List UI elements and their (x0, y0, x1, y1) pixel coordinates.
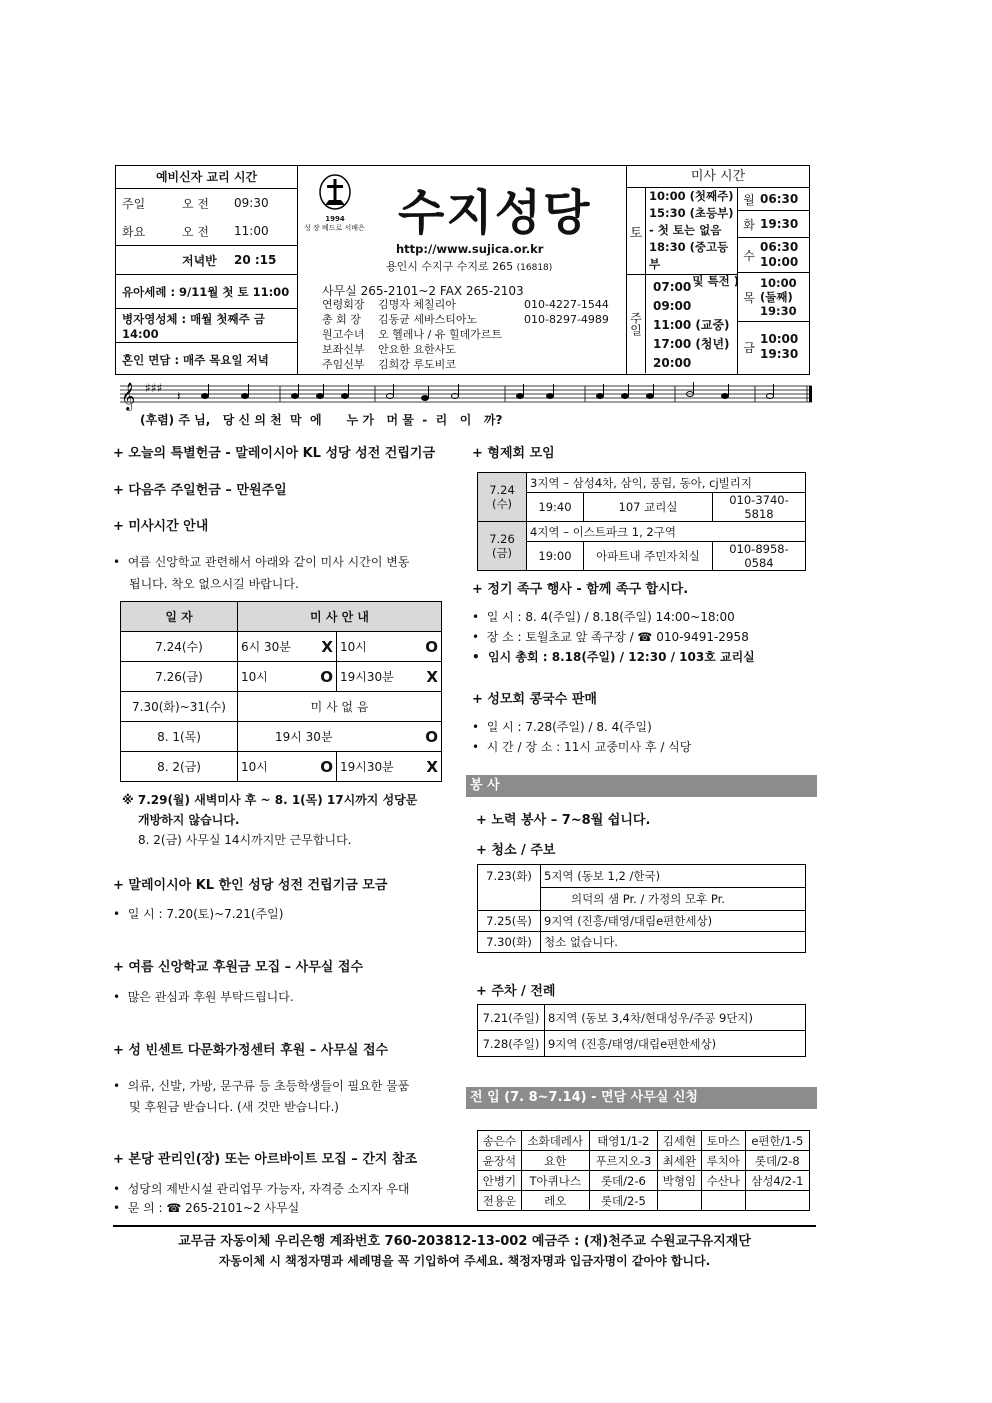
mass-mark: X (426, 667, 438, 686)
saturday-time: 15:30 (초등부) (649, 206, 734, 220)
table-row (478, 1151, 810, 1171)
mass-notice-line: 됩니다. 착오 없으시길 바랍니다. (129, 577, 299, 591)
parking-date: 7.28(주일) (478, 1031, 545, 1057)
transfer-cell: 롯데/2-6 (589, 1171, 657, 1191)
staff-role: 총 회 장 (322, 313, 361, 326)
mass-notice-text: • 여름 신앙학교 관련해서 아래와 같이 미사 시간이 변동 됩니다. 착오 없으시길 바랍니다. (113, 555, 410, 591)
mass-mark: O (320, 667, 333, 686)
brothers-date: 7.26 (489, 532, 515, 546)
weekday-day: 목 (743, 290, 755, 305)
weekday-row (738, 188, 809, 211)
vincent-line: 의류, 신발, 가방, 문구류 등 초등학생들이 필요한 물품 (127, 1079, 410, 1093)
staff-name: 안요한 요한사도 (378, 343, 456, 356)
cleaning-date (478, 888, 541, 911)
table-row (478, 932, 806, 953)
noodle-line: 일 시 : 7.28(주일) / 8. 4(주일) (486, 720, 652, 734)
parking-text: 9지역 (진흥/태영/대림e편한세상) (545, 1031, 806, 1057)
mass-title: 미사 시간 (627, 166, 809, 188)
music-staff (115, 380, 815, 425)
music-lyric: (후렴) 주 님, 당 신 의 천 막 에 누 가 머 물 - 리 이 까? (140, 413, 503, 427)
table-row (121, 662, 442, 692)
malaysia-date: • 일 시 : 7.20(토)~7.21(주일) (113, 907, 284, 921)
logo-year: 1994 (325, 215, 345, 223)
office-contact: 사무실 265-2101~2 FAX 265-2103 (322, 284, 524, 298)
manager-text: • 성당의 제반시설 관리업무 가능자, 자격증 소지자 우대 • 문 의 : ☎ 265-2101~2 사무실 (113, 1182, 410, 1215)
parish-name: 수지성당 (398, 185, 592, 241)
catechism-row (116, 217, 297, 245)
table-header-row (121, 602, 442, 632)
staff-role: 원고수녀 (322, 328, 365, 341)
parking-table (477, 1004, 806, 1057)
table-cell (238, 632, 337, 662)
transfer-cell: 안병기 (478, 1171, 522, 1191)
mass-time: 10시 (241, 669, 268, 684)
summer-title: + 여름 신앙학교 후원금 모집 – 사무실 접수 (113, 960, 364, 975)
transfer-cell: 송은수 (478, 1131, 522, 1151)
table-row (478, 888, 806, 911)
soccer-line: 임시 총회 : 8.18(주일) / 12:30 / 103호 교리실 (488, 650, 755, 664)
marriage-info: 혼인 면담 : 매주 목요일 저녁 (116, 342, 297, 376)
mass-mark: O (425, 637, 438, 656)
catechism-ampm: 오 전 (182, 196, 209, 211)
staff-role: 연령회장 (322, 298, 365, 311)
sunday-time: 17:00 (청년) (653, 337, 730, 351)
summer-text: • 많은 관심과 후원 부탁드립니다. (113, 990, 294, 1004)
mass-time: 10시 (340, 639, 367, 654)
catechism-time: 20 :15 (234, 253, 277, 267)
special-collection: + 오늘의 특별헌금 - 말레이시아 KL 성당 성전 건립기금 (113, 446, 436, 461)
labor-title: + 노력 봉사 – 7~8월 쉽니다. (476, 813, 651, 828)
weekday-time: (둘째) (760, 290, 793, 304)
transfer-cell: 요한 (521, 1151, 589, 1171)
manager-title: + 본당 관리인(장) 또는 아르바이트 모집 – 간지 참조 (113, 1152, 418, 1167)
infant-baptism: 유아세례 : 9/11월 첫 토 11:00 (116, 274, 297, 308)
transfer-cell: 최세완 (658, 1151, 702, 1171)
vincent-title: + 성 빈센트 다문화가정센터 후원 – 사무실 접수 (113, 1043, 389, 1058)
sunday-times (653, 278, 730, 373)
staff-row (322, 342, 622, 357)
transfer-cell: 레오 (521, 1191, 589, 1211)
transfer-cell: 소화데레사 (521, 1131, 589, 1151)
mass-time: 19시30분 (340, 759, 394, 774)
table-row (478, 1191, 810, 1211)
noodle-info: • 일 시 : 7.28(주일) / 8. 4(주일) • 시 간 / 장 소 : 11시 교중미사 후 / 식당 (472, 720, 692, 754)
parish-info (298, 166, 626, 374)
table-cell (337, 662, 442, 692)
catechism-ampm: 저녁반 (182, 253, 217, 268)
cleaning-date: 7.23(화) (478, 865, 541, 888)
weekday-masses (737, 188, 809, 374)
noodle-title: + 성모회 콩국수 판매 (472, 692, 597, 707)
staff-list (322, 297, 622, 372)
music-notation-icon (115, 380, 815, 412)
soccer-title: + 정기 족구 행사 - 함께 족구 합시다. (472, 582, 689, 597)
malaysia-date-text: 일 시 : 7.20(토)~7.21(주일) (127, 907, 284, 921)
table-row (478, 522, 806, 542)
table-header: 미 사 안 내 (238, 602, 442, 632)
brothers-date-cell (478, 473, 527, 522)
anointing-info: 병자영성체 : 매월 첫째주 금 14:00 (116, 308, 297, 342)
svg-text:♯♯♯: ♯♯♯ (145, 381, 163, 395)
table-row (478, 1031, 806, 1057)
brothers-phone: 010-8958-0584 (713, 542, 806, 571)
cleaning-table (477, 864, 806, 953)
footer (113, 1230, 816, 1269)
summer-text-line: 많은 관심과 후원 부탁드립니다. (127, 990, 294, 1004)
staff-row (322, 327, 622, 342)
staff-row (322, 312, 622, 327)
saturday-time: - 첫 토는 없음 (649, 223, 722, 237)
brothers-day: (금) (491, 546, 513, 560)
weekday-time: 06:30 (760, 192, 799, 206)
mass-mark: X (321, 637, 333, 656)
brothers-phone: 010-3740-5818 (713, 493, 806, 522)
soccer-line: 일 시 : 8. 4(주일) / 8.18(주일) 14:00~18:00 (486, 610, 735, 624)
bulletin-header (115, 165, 810, 375)
table-row (478, 1171, 810, 1191)
noodle-line: 시 간 / 장 소 : 11시 교중미사 후 / 식당 (486, 740, 692, 754)
table-cell (337, 752, 442, 782)
manager-line: 문 의 : ☎ 265-2101~2 사무실 (127, 1201, 300, 1215)
transfer-cell (658, 1191, 702, 1211)
staff-row (322, 297, 622, 312)
transfer-cell: 태영1/1-2 (589, 1131, 657, 1151)
catechism-day: 주일 (122, 196, 146, 211)
brothers-area: 3지역 – 삼성4차, 삼익, 풍림, 동아, cj빌리지 (527, 473, 806, 493)
transfer-cell: 수산나 (701, 1171, 745, 1191)
weekday-row (738, 273, 809, 322)
saturday-time: 10:00 (첫째주) (649, 189, 734, 203)
transfer-cell: 푸르지오-3 (589, 1151, 657, 1171)
brothers-area: 4지역 – 이스트파크 1, 2구역 (527, 522, 806, 542)
soccer-line: 장 소 : 토월초교 앞 족구장 / ☎ 010-9491-2958 (486, 630, 749, 644)
sunday-label: 주일 (627, 275, 646, 373)
mass-notice-title: + 미사시간 안내 (113, 519, 209, 534)
staff-name: 오 헬레나 / 유 힐데가르트 (378, 328, 502, 341)
mass-schedule-panel (626, 166, 809, 374)
brothers-day: (수) (491, 497, 513, 511)
saturday-time: 및 특전 ) (692, 274, 739, 288)
vincent-text: • 의류, 신발, 가방, 문구류 등 초등학생들이 필요한 물품 및 후원금 받습니다. (새 것만 받습니다.) (113, 1076, 409, 1118)
table-cell-date: 8. 1(목) (121, 722, 238, 752)
staff-role: 보좌신부 (322, 343, 365, 356)
staff-name: 김명자 체칠리아 (378, 298, 456, 311)
mass-change-table (120, 601, 442, 782)
mass-time: 10시 (241, 759, 268, 774)
service-bar: 봉 사 (466, 775, 817, 797)
cleaning-text: 의덕의 샘 Pr. / 가정의 모후 Pr. (541, 888, 806, 911)
sunday-time: 07:00 (653, 280, 692, 294)
weekday-time: 19:30 (760, 347, 799, 361)
weekday-row (738, 211, 809, 238)
transfer-cell: 박형임 (658, 1171, 702, 1191)
table-row (121, 752, 442, 782)
catechism-title: 예비신자 교리 시간 (116, 166, 297, 189)
table-cell: 미 사 없 음 (238, 692, 442, 722)
table-row (121, 692, 442, 722)
parking-text: 8지역 (동보 3,4차/현대성우/주공 9단지) (545, 1005, 806, 1031)
svg-text:𝄞: 𝄞 (121, 382, 136, 410)
table-cell (238, 662, 337, 692)
weekday-row (738, 322, 809, 372)
transfer-cell: T아퀴나스 (521, 1171, 589, 1191)
transfer-cell: e편한/1-5 (745, 1131, 809, 1151)
table-row (478, 911, 806, 932)
table-row (121, 632, 442, 662)
table-row (478, 473, 806, 493)
footer-account: 교무금 자동이체 우리은행 계좌번호 760-203812-13-002 예금주 : (재)천주교 수원교구유지재단 (178, 1234, 751, 1249)
weekday-time: 19:30 (760, 217, 799, 231)
weekday-time: 06:30 (760, 240, 799, 254)
table-cell-date: 7.26(금) (121, 662, 238, 692)
brothers-title: + 형제회 모임 (472, 446, 555, 461)
brothers-date-cell (478, 522, 527, 571)
mass-mark: O (320, 757, 333, 776)
table-header: 일 자 (121, 602, 238, 632)
mass-mark: X (426, 757, 438, 776)
footer-note: 자동이체 시 책정자명과 세례명을 꼭 기입하여 주세요. 책정자명과 입금자명이 같아야 합니다. (218, 1254, 711, 1268)
table-row (121, 722, 442, 752)
mass-note: 개방하지 않습니다. (138, 813, 240, 827)
table-row (478, 1005, 806, 1031)
cleaning-title: + 청소 / 주보 (476, 843, 556, 858)
transfer-cell: 롯데/2-5 (589, 1191, 657, 1211)
catechism-time: 11:00 (234, 224, 269, 238)
staff-phone: 010-4227-1544 (524, 298, 609, 311)
mass-time: 19시 30분 (275, 729, 333, 744)
zipcode: (16818) (516, 263, 553, 273)
staff-name: 김희강 루도비코 (378, 358, 456, 371)
catechism-day: 화요 (122, 224, 146, 239)
table-cell-date: 7.30(화)~31(수) (121, 692, 238, 722)
cleaning-date: 7.30(화) (478, 932, 541, 953)
cleaning-text: 9지역 (진흥/태영/대림e편한세상) (541, 911, 806, 932)
mass-notice-line: 여름 신앙학교 관련해서 아래와 같이 미사 시간이 변동 (127, 555, 410, 569)
mass-notes (122, 790, 417, 850)
address-text: 용인시 수지구 수지로 265 (386, 260, 514, 273)
cross-logo-icon (317, 174, 353, 212)
weekday-time: 10:00 (760, 276, 797, 290)
catechism-ampm: 오 전 (182, 224, 209, 239)
catechism-row (116, 245, 297, 274)
table-row (478, 1131, 810, 1151)
parking-date: 7.21(주일) (478, 1005, 545, 1031)
weekday-day: 화 (743, 217, 755, 232)
brothers-time: 19:40 (527, 493, 584, 522)
brothers-time: 19:00 (527, 542, 584, 571)
transfer-cell (701, 1191, 745, 1211)
website-link[interactable]: http://www.sujica.or.kr (396, 242, 544, 256)
table-cell (238, 752, 337, 782)
cleaning-text: 청소 없습니다. (541, 932, 806, 953)
cleaning-text: 5지역 (동보 1,2 /한국) (541, 865, 806, 888)
sunday-time: 11:00 (교중) (653, 318, 730, 332)
transfer-cell: 전용운 (478, 1191, 522, 1211)
catechism-row (116, 189, 297, 217)
weekday-time: 10:00 (760, 332, 799, 346)
saturday-label: 토 (627, 188, 646, 274)
parish-logo (304, 174, 365, 233)
transfer-cell: 윤장석 (478, 1151, 522, 1171)
weekday-time: 19:30 (760, 304, 797, 318)
table-row (478, 493, 806, 522)
transfer-cell: 루치아 (701, 1151, 745, 1171)
saturday-time: 18:30 (중고등부 (649, 240, 729, 271)
logo-caption: 성 장 베드로 서배은 (304, 224, 365, 232)
catechism-panel (116, 166, 298, 374)
weekday-day: 금 (743, 340, 755, 355)
next-collection: + 다음주 주일헌금 – 만원주일 (113, 483, 287, 498)
mass-time: 19시30분 (340, 669, 394, 684)
staff-name: 김동균 세바스티아노 (378, 313, 478, 326)
brothers-date: 7.24 (489, 483, 515, 497)
brothers-place: 아파트내 주민자치실 (584, 542, 713, 571)
address (386, 258, 552, 274)
sunday-time: 20:00 (653, 356, 692, 370)
cleaning-date: 7.25(목) (478, 911, 541, 932)
mass-note: ※ 7.29(월) 새벽미사 후 ~ 8. 1(목) 17시까지 성당문 (122, 793, 418, 807)
mass-note: 8. 2(금) 사무실 14시까지만 근무합니다. (138, 833, 352, 847)
catechism-time: 09:30 (234, 196, 269, 210)
mass-mark: O (425, 727, 438, 746)
table-row (478, 542, 806, 571)
sunday-time: 09:00 (653, 299, 692, 313)
transfer-bar: 전 입 (7. 8~7.14) - 면담 사무실 신청 (466, 1087, 817, 1109)
mass-time: 6시 30분 (241, 639, 291, 654)
staff-row (322, 357, 622, 372)
footer-divider (113, 1225, 816, 1227)
table-cell (337, 632, 442, 662)
weekday-row (738, 238, 809, 273)
weekday-day: 월 (743, 192, 755, 207)
table-cell-date: 7.24(수) (121, 632, 238, 662)
malaysia-title: + 말레이시아 KL 한인 성당 성전 건립기금 모금 (113, 878, 388, 893)
transfer-table (477, 1130, 810, 1211)
transfer-cell: 삼성4/2-1 (745, 1171, 809, 1191)
weekday-day: 수 (743, 248, 755, 263)
brothers-table (477, 472, 806, 571)
parking-title: + 주차 / 전례 (476, 984, 556, 999)
staff-role: 주임신부 (322, 358, 365, 371)
manager-line: 성당의 제반시설 관리업무 가능자, 자격증 소지자 우대 (127, 1182, 410, 1196)
brothers-place: 107 교리실 (584, 493, 713, 522)
soccer-info: • 일 시 : 8. 4(주일) / 8.18(주일) 14:00~18:00 • 장 소 : 토월초교 앞 족구장 / ☎ 010-9491-2958 • 임시 총회 : 8.18(주일) / 12:30 / 103호 교리실 (472, 610, 755, 664)
table-cell-date: 8. 2(금) (121, 752, 238, 782)
svg-text:𝄽: 𝄽 (177, 389, 181, 403)
table-row (478, 865, 806, 888)
staff-phone: 010-8297-4989 (524, 313, 609, 326)
vincent-line: 및 후원금 받습니다. (새 것만 받습니다.) (129, 1100, 339, 1114)
transfer-cell (745, 1191, 809, 1211)
weekday-time: 10:00 (760, 255, 799, 269)
table-cell (238, 722, 442, 752)
transfer-cell: 김세현 (658, 1131, 702, 1151)
transfer-cell: 롯데/2-8 (745, 1151, 809, 1171)
transfer-cell: 토마스 (701, 1131, 745, 1151)
